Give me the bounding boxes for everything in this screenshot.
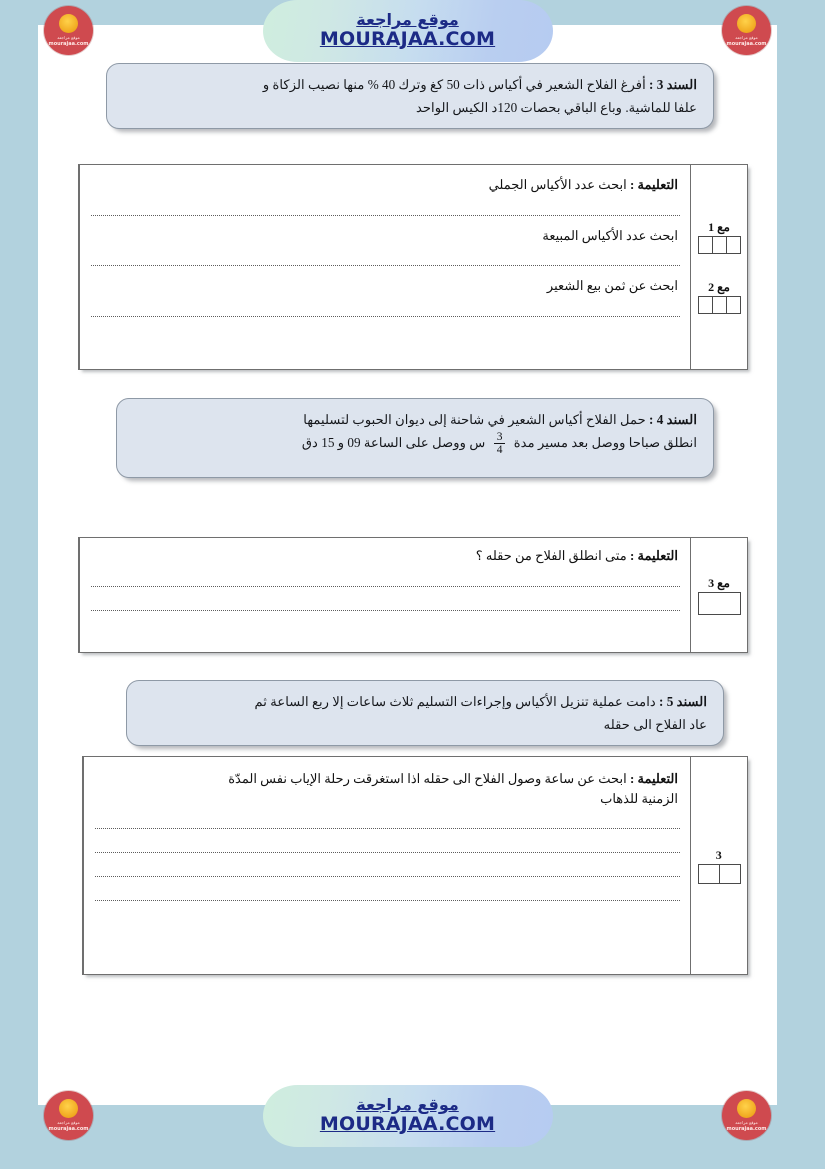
sanad-5-text-1: دامت عملية تنزيل الأكياس وإجراءات التسليم ثلاث ساعات إلا ربع الساعة ثم bbox=[254, 694, 656, 709]
instruction-label: التعليمة : bbox=[629, 548, 678, 563]
exercise-2-table bbox=[78, 537, 748, 653]
sanad-5-line-2: عاد الفلاح الى حقله bbox=[603, 717, 707, 733]
logo-caption-arabic: موقع مراجعة bbox=[57, 1120, 80, 1126]
exercise-2-score-column bbox=[690, 538, 747, 652]
score-boxes[interactable] bbox=[698, 236, 741, 254]
score-boxes[interactable] bbox=[698, 592, 741, 615]
sanad-3-text-1: أفرغ الفلاح الشعير في أكياس ذات 50 كغ وترك 40 % منها نصيب الزكاة و bbox=[262, 77, 646, 92]
answer-line[interactable] bbox=[95, 887, 680, 901]
brand-name-english: MOURAJAA.COM bbox=[319, 1113, 496, 1136]
score-label: مع 2 bbox=[708, 280, 730, 294]
score-cell[interactable] bbox=[712, 297, 726, 313]
logo-caption-arabic: موقع مراجعة bbox=[57, 35, 80, 41]
brand-logo-icon-right bbox=[722, 1091, 771, 1140]
brand-pill bbox=[263, 0, 553, 62]
sanad-4-text-2b: س ووصل على الساعة 09 و 15 دق bbox=[301, 435, 486, 451]
sanad-3-line-2: علفا للماشية. وباع الباقي بحصات 120د الكيس الواحد bbox=[415, 100, 697, 116]
logo-caption-english: mourajaa.com bbox=[48, 1125, 89, 1132]
sanad-4-line-1 bbox=[133, 408, 697, 431]
exercise-2-body bbox=[79, 538, 690, 652]
score-cell[interactable] bbox=[719, 865, 740, 883]
sanad-3-line-1 bbox=[123, 73, 697, 96]
score-boxes[interactable] bbox=[698, 296, 741, 314]
brand-name-english: MOURAJAA.COM bbox=[319, 28, 496, 51]
fraction-numerator: 3 bbox=[496, 430, 503, 443]
answer-line[interactable] bbox=[91, 202, 680, 216]
logo-caption-english: mourajaa.com bbox=[726, 1125, 767, 1132]
sanad-3-statement bbox=[106, 63, 714, 129]
exercise-2-question-1 bbox=[91, 546, 680, 566]
sanad-5-label: السند 5 : bbox=[659, 694, 707, 709]
instruction-label: التعليمة : bbox=[629, 771, 678, 786]
sanad-4-label: السند 4 : bbox=[649, 412, 697, 427]
sanad-4-text-2a: انطلق صباحا ووصل بعد مسير مدة bbox=[513, 435, 697, 451]
footer-brand-banner bbox=[38, 1085, 777, 1147]
score-cell[interactable] bbox=[712, 237, 726, 253]
logo-caption-english: mourajaa.com bbox=[726, 40, 767, 47]
sanad-5-line-1 bbox=[143, 690, 707, 713]
logo-caption-arabic: موقع مراجعة bbox=[735, 1120, 758, 1126]
score-cell[interactable] bbox=[726, 297, 740, 313]
question-text: ابحث عن ساعة وصول الفلاح الى حقله اذا استغرقت رحلة الإياب نفس المدّة bbox=[228, 771, 627, 786]
score-group-3 bbox=[698, 848, 741, 884]
score-label: مع 3 bbox=[708, 575, 730, 590]
exercise-1-score-column bbox=[690, 165, 747, 369]
score-cell[interactable] bbox=[699, 237, 712, 253]
exercise-1-question-1 bbox=[91, 175, 680, 195]
question-text: ابحث عدد الأكياس الجملي bbox=[488, 177, 627, 192]
sanad-4-line-2 bbox=[133, 431, 697, 457]
exercise-1-question-2: ابحث عدد الأكياس المبيعة bbox=[542, 227, 678, 243]
score-label: مع 1 bbox=[708, 220, 730, 234]
logo-badge-icon bbox=[59, 14, 78, 33]
score-cell[interactable] bbox=[699, 865, 719, 883]
sanad-4-statement bbox=[116, 398, 714, 478]
score-group-mae-3 bbox=[698, 576, 741, 615]
score-label: 3 bbox=[715, 847, 723, 862]
answer-line[interactable] bbox=[95, 863, 680, 877]
exercise-3-question-1-cont: الزمنية للذهاب bbox=[600, 790, 678, 806]
exercise-3-question-1 bbox=[95, 769, 680, 789]
sanad-5-statement bbox=[126, 680, 724, 746]
score-cell[interactable] bbox=[699, 593, 740, 614]
worksheet-page bbox=[38, 9, 777, 1136]
logo-badge-icon bbox=[59, 1099, 78, 1118]
score-cell[interactable] bbox=[699, 297, 712, 313]
score-group-mae-1 bbox=[698, 220, 741, 254]
answer-line[interactable] bbox=[95, 839, 680, 853]
exercise-3-table bbox=[82, 756, 748, 975]
score-boxes[interactable] bbox=[698, 864, 741, 884]
fraction-three-quarters bbox=[494, 431, 506, 456]
brand-logo-icon-left bbox=[44, 1091, 93, 1140]
exercise-1-table bbox=[78, 164, 748, 370]
sanad-4-text-1: حمل الفلاح أكياس الشعير في شاحنة إلى ديوان الحبوب لتسليمها bbox=[303, 412, 646, 427]
brand-logo-icon-left bbox=[44, 6, 93, 55]
logo-badge-icon bbox=[737, 1099, 756, 1118]
sanad-3-label: السند 3 : bbox=[649, 77, 697, 92]
question-text: متى انطلق الفلاح من حقله ؟ bbox=[475, 548, 627, 563]
logo-caption-arabic: موقع مراجعة bbox=[735, 35, 758, 41]
brand-name-arabic: موقع مراجعة bbox=[356, 9, 459, 29]
brand-logo-icon-right bbox=[722, 6, 771, 55]
brand-pill bbox=[263, 1085, 553, 1147]
answer-line[interactable] bbox=[95, 815, 680, 829]
score-group-mae-2 bbox=[698, 280, 741, 314]
exercise-3-score-column bbox=[690, 757, 747, 974]
answer-line[interactable] bbox=[91, 303, 680, 317]
logo-badge-icon bbox=[737, 14, 756, 33]
exercise-1-body bbox=[79, 165, 690, 369]
exercise-3-body bbox=[83, 757, 690, 974]
answer-line[interactable] bbox=[91, 573, 680, 587]
score-cell[interactable] bbox=[726, 237, 740, 253]
header-brand-banner bbox=[38, 0, 777, 62]
fraction-denominator: 4 bbox=[494, 443, 506, 456]
instruction-label: التعليمة : bbox=[629, 177, 678, 192]
brand-name-arabic: موقع مراجعة bbox=[356, 1094, 459, 1114]
logo-caption-english: mourajaa.com bbox=[48, 40, 89, 47]
exercise-1-question-3: ابحث عن ثمن بيع الشعير bbox=[546, 278, 678, 293]
answer-line[interactable] bbox=[91, 252, 680, 266]
answer-line[interactable] bbox=[91, 597, 680, 611]
